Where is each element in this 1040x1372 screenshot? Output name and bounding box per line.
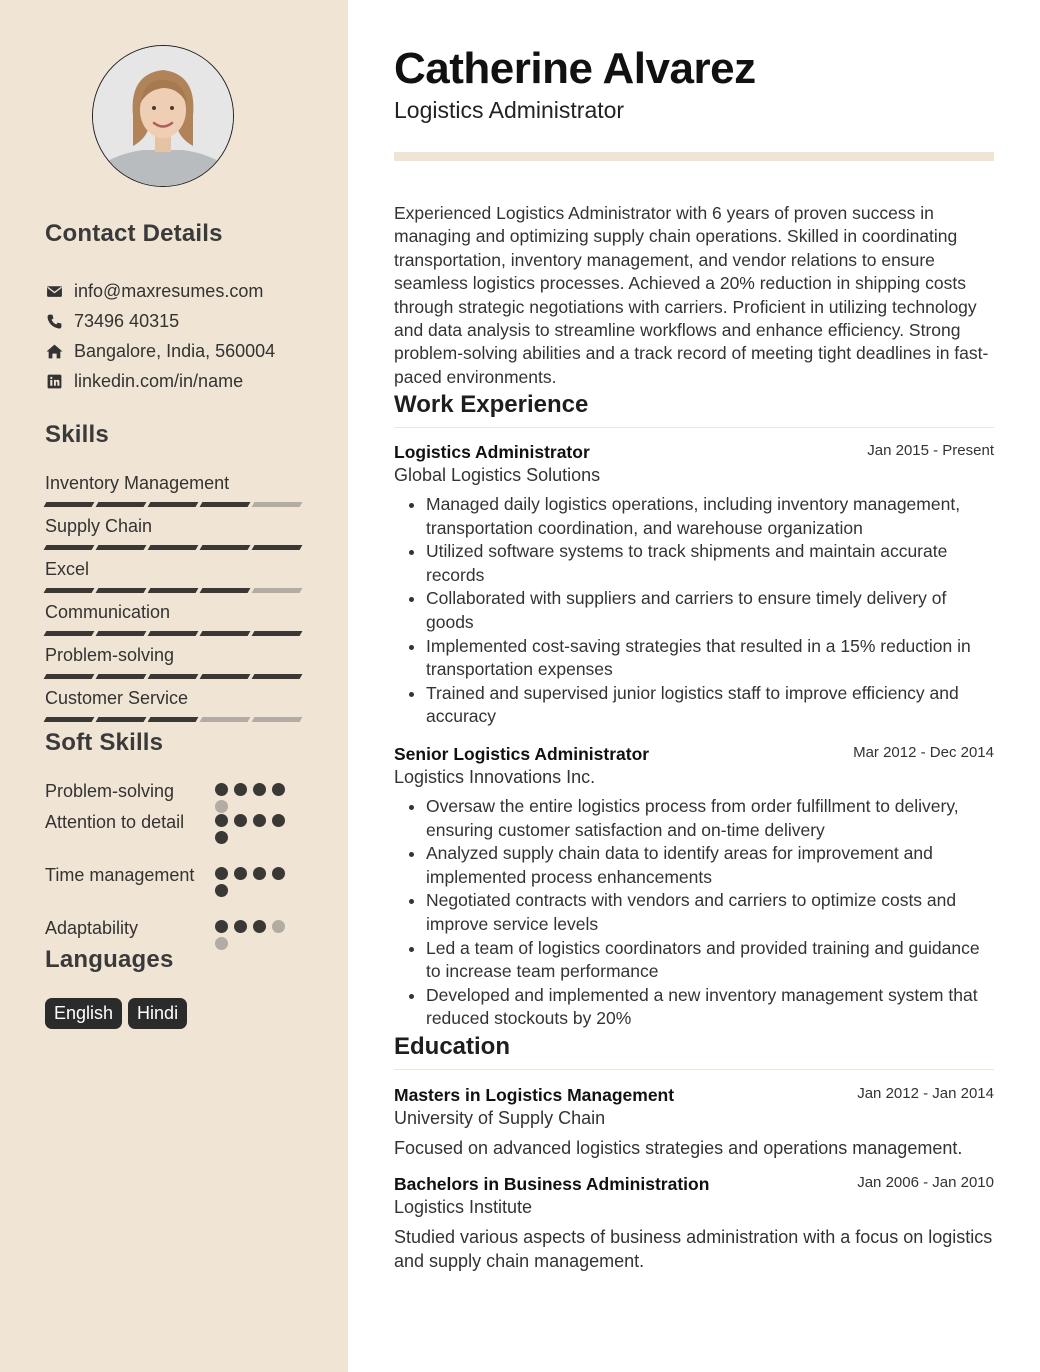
soft-skill-level-dot [215,814,228,827]
school-name: University of Supply Chain [394,1108,606,1128]
job-bullet: • Trained and supervised junior logistics staff to improve efficiency and accuracy [426,682,994,729]
soft-skill-level-dots [215,814,295,844]
skill-level-segment [96,545,147,550]
job-dates: Mar 2012 - Dec 2014 [853,744,994,761]
soft-skill-level-dot [215,920,228,933]
languages-list [45,998,187,1029]
soft-skills-heading: Soft Skills [45,729,164,756]
soft-skill-level-dot [215,867,228,880]
job-bullet: • Managed daily logistics operations, including inventory management, transportation coordination, and warehouse organization [426,493,994,540]
soft-skill-item [45,864,305,917]
soft-skill-level-dot [234,867,247,880]
job-bullets [394,795,994,1031]
contact-address-text: Bangalore, India, 560004 [74,340,276,361]
education-dates: Jan 2012 - Jan 2014 [857,1085,994,1102]
skill-item [45,558,305,601]
skill-level-segment [96,631,147,636]
skill-name: Customer Service [45,688,189,708]
soft-skill-level-dot [253,783,266,796]
job-bullet: • Developed and implemented a new inventory management system that reduced stockouts by 20% [426,984,994,1031]
skill-level-segment [148,717,199,722]
language-tag: English [45,998,122,1029]
skill-level-segment [148,545,199,550]
contact-list [45,276,335,396]
skill-name: Problem-solving [45,645,175,665]
skill-level-bars [45,502,305,507]
soft-skill-level-dot [234,814,247,827]
skill-name: Excel [45,559,90,579]
job-bullet: • Implemented cost-saving strategies that resulted in a 15% reduction in transportation expenses [426,635,994,682]
job-title: Senior Logistics Administrator [394,744,650,764]
job-bullet: • Collaborated with suppliers and carriers to ensure timely delivery of goods [426,587,994,634]
job-bullet: • Analyzed supply chain data to identify areas for improvement and implemented process enhancements [426,842,994,889]
soft-skill-level-dot [272,920,285,933]
skill-level-segment [252,631,303,636]
soft-skill-level-dots [215,920,295,950]
contact-email-text[interactable]: info@maxresumes.com [74,280,264,301]
soft-skill-level-dot [215,783,228,796]
soft-skill-level-dot [215,831,228,844]
skill-level-segment [96,502,147,507]
skill-level-segment [200,674,251,679]
skill-level-segment [252,545,303,550]
skill-level-segment [200,717,251,722]
soft-skill-level-dot [234,783,247,796]
soft-skill-name: Time management [45,865,195,885]
skill-level-segment [44,674,95,679]
education-dates: Jan 2006 - Jan 2010 [857,1174,994,1191]
skill-level-segment [200,545,251,550]
skill-level-segment [44,588,95,593]
contact-heading: Contact Details [45,220,223,247]
job-bullet: • Led a team of logistics coordinators and provided training and guidance to increase team performance [426,937,994,984]
skill-level-bars [45,588,305,593]
skill-level-segment [148,588,199,593]
portrait-image [93,46,233,186]
job-company: Global Logistics Solutions [394,465,601,485]
skill-level-segment [200,631,251,636]
job-entry [394,743,994,1031]
job-bullet: • Oversaw the entire logistics process from order fulfillment to delivery, ensuring customer satisfaction and on-time delivery [426,795,994,842]
skill-level-bars [45,674,305,679]
soft-skill-level-dot [253,814,266,827]
sidebar [0,0,348,1372]
contact-linkedin-text[interactable]: linkedin.com/in/name [74,370,244,391]
skill-level-segment [148,631,199,636]
languages-heading: Languages [45,946,174,973]
contact-phone [45,306,335,336]
contact-phone-text[interactable]: 73496 40315 [74,310,180,331]
skill-item [45,601,305,644]
soft-skill-level-dot [234,920,247,933]
soft-skill-level-dot [272,814,285,827]
skill-level-segment [44,717,95,722]
skill-level-segment [200,502,251,507]
skill-level-segment [148,502,199,507]
soft-skill-level-dot [215,937,228,950]
skill-name: Communication [45,602,171,622]
soft-skill-level-dot [253,920,266,933]
school-name: Logistics Institute [394,1197,533,1217]
language-tag: Hindi [128,998,187,1029]
soft-skill-item [45,917,305,947]
skill-level-segment [96,717,147,722]
skill-level-segment [44,631,95,636]
soft-skill-level-dot [272,783,285,796]
skill-item [45,515,305,558]
job-title: Logistics Administrator [394,442,590,462]
soft-skill-level-dot [215,884,228,897]
education-heading: Education [394,1033,994,1070]
profile-photo [92,45,234,187]
soft-skill-item [45,780,305,811]
education-entry [394,1084,994,1160]
skill-level-segment [44,502,95,507]
skill-level-segment [44,545,95,550]
contact-email [45,276,335,306]
linkedin-icon [45,372,63,390]
soft-skill-level-dots [215,867,295,897]
job-bullet: • Negotiated contracts with vendors and carriers to optimize costs and improve service levels [426,889,994,936]
skill-item [45,472,305,515]
soft-skill-name: Problem-solving [45,781,175,801]
skill-name: Inventory Management [45,473,230,493]
skill-level-bars [45,631,305,636]
contact-address [45,336,335,366]
degree-title: Masters in Logistics Management [394,1085,675,1105]
job-bullet: • Utilized software systems to track shipments and maintain accurate records [426,540,994,587]
job-entry [394,441,994,729]
soft-skill-level-dot [272,867,285,880]
skills-list [45,472,305,730]
summary-text: Experienced Logistics Administrator with 6 years of proven success in managing and optimizing supply chain operations. Skilled in coordinating transportation, inventory management, and vendor relations to ensure seamless logistics processes. Achieved a 20% reduction in shipping costs through strategic negotiations with carriers. Proficient in utilizing technology and data analysis to streamline workflows and enhance efficiency. Strong problem-solving abilities and a track record of meeting tight deadlines in fast-paced environments. [394,203,989,387]
skill-item [45,644,305,687]
education-description: Studied various aspects of business administration with a focus on logistics and supply chain management. [394,1227,993,1271]
candidate-name: Catherine Alvarez [394,44,756,93]
soft-skill-level-dots [215,783,295,813]
contact-linkedin [45,366,335,396]
skill-item [45,687,305,730]
envelope-icon [45,282,63,300]
skill-level-segment [96,674,147,679]
soft-skills-list [45,780,305,947]
skill-level-segment [96,588,147,593]
header-divider [394,152,994,161]
degree-title: Bachelors in Business Administration [394,1174,710,1194]
education-entry [394,1173,994,1273]
skills-heading: Skills [45,421,109,448]
soft-skill-name: Adaptability [45,918,139,938]
soft-skill-level-dot [253,867,266,880]
soft-skill-item [45,811,305,864]
candidate-role: Logistics Administrator [394,97,625,123]
skill-level-bars [45,717,305,722]
skill-level-bars [45,545,305,550]
education-description: Focused on advanced logistics strategies and operations management. [394,1138,963,1158]
skill-level-segment [252,502,303,507]
job-bullets [394,493,994,729]
work-experience-heading: Work Experience [394,391,994,428]
skill-level-segment [252,588,303,593]
skill-level-segment [148,674,199,679]
job-company: Logistics Innovations Inc. [394,767,596,787]
job-dates: Jan 2015 - Present [867,442,994,459]
skill-name: Supply Chain [45,516,153,536]
skill-level-segment [252,717,303,722]
home-icon [45,342,63,360]
skill-level-segment [200,588,251,593]
phone-icon [45,312,63,330]
soft-skill-name: Attention to detail [45,812,185,832]
skill-level-segment [252,674,303,679]
